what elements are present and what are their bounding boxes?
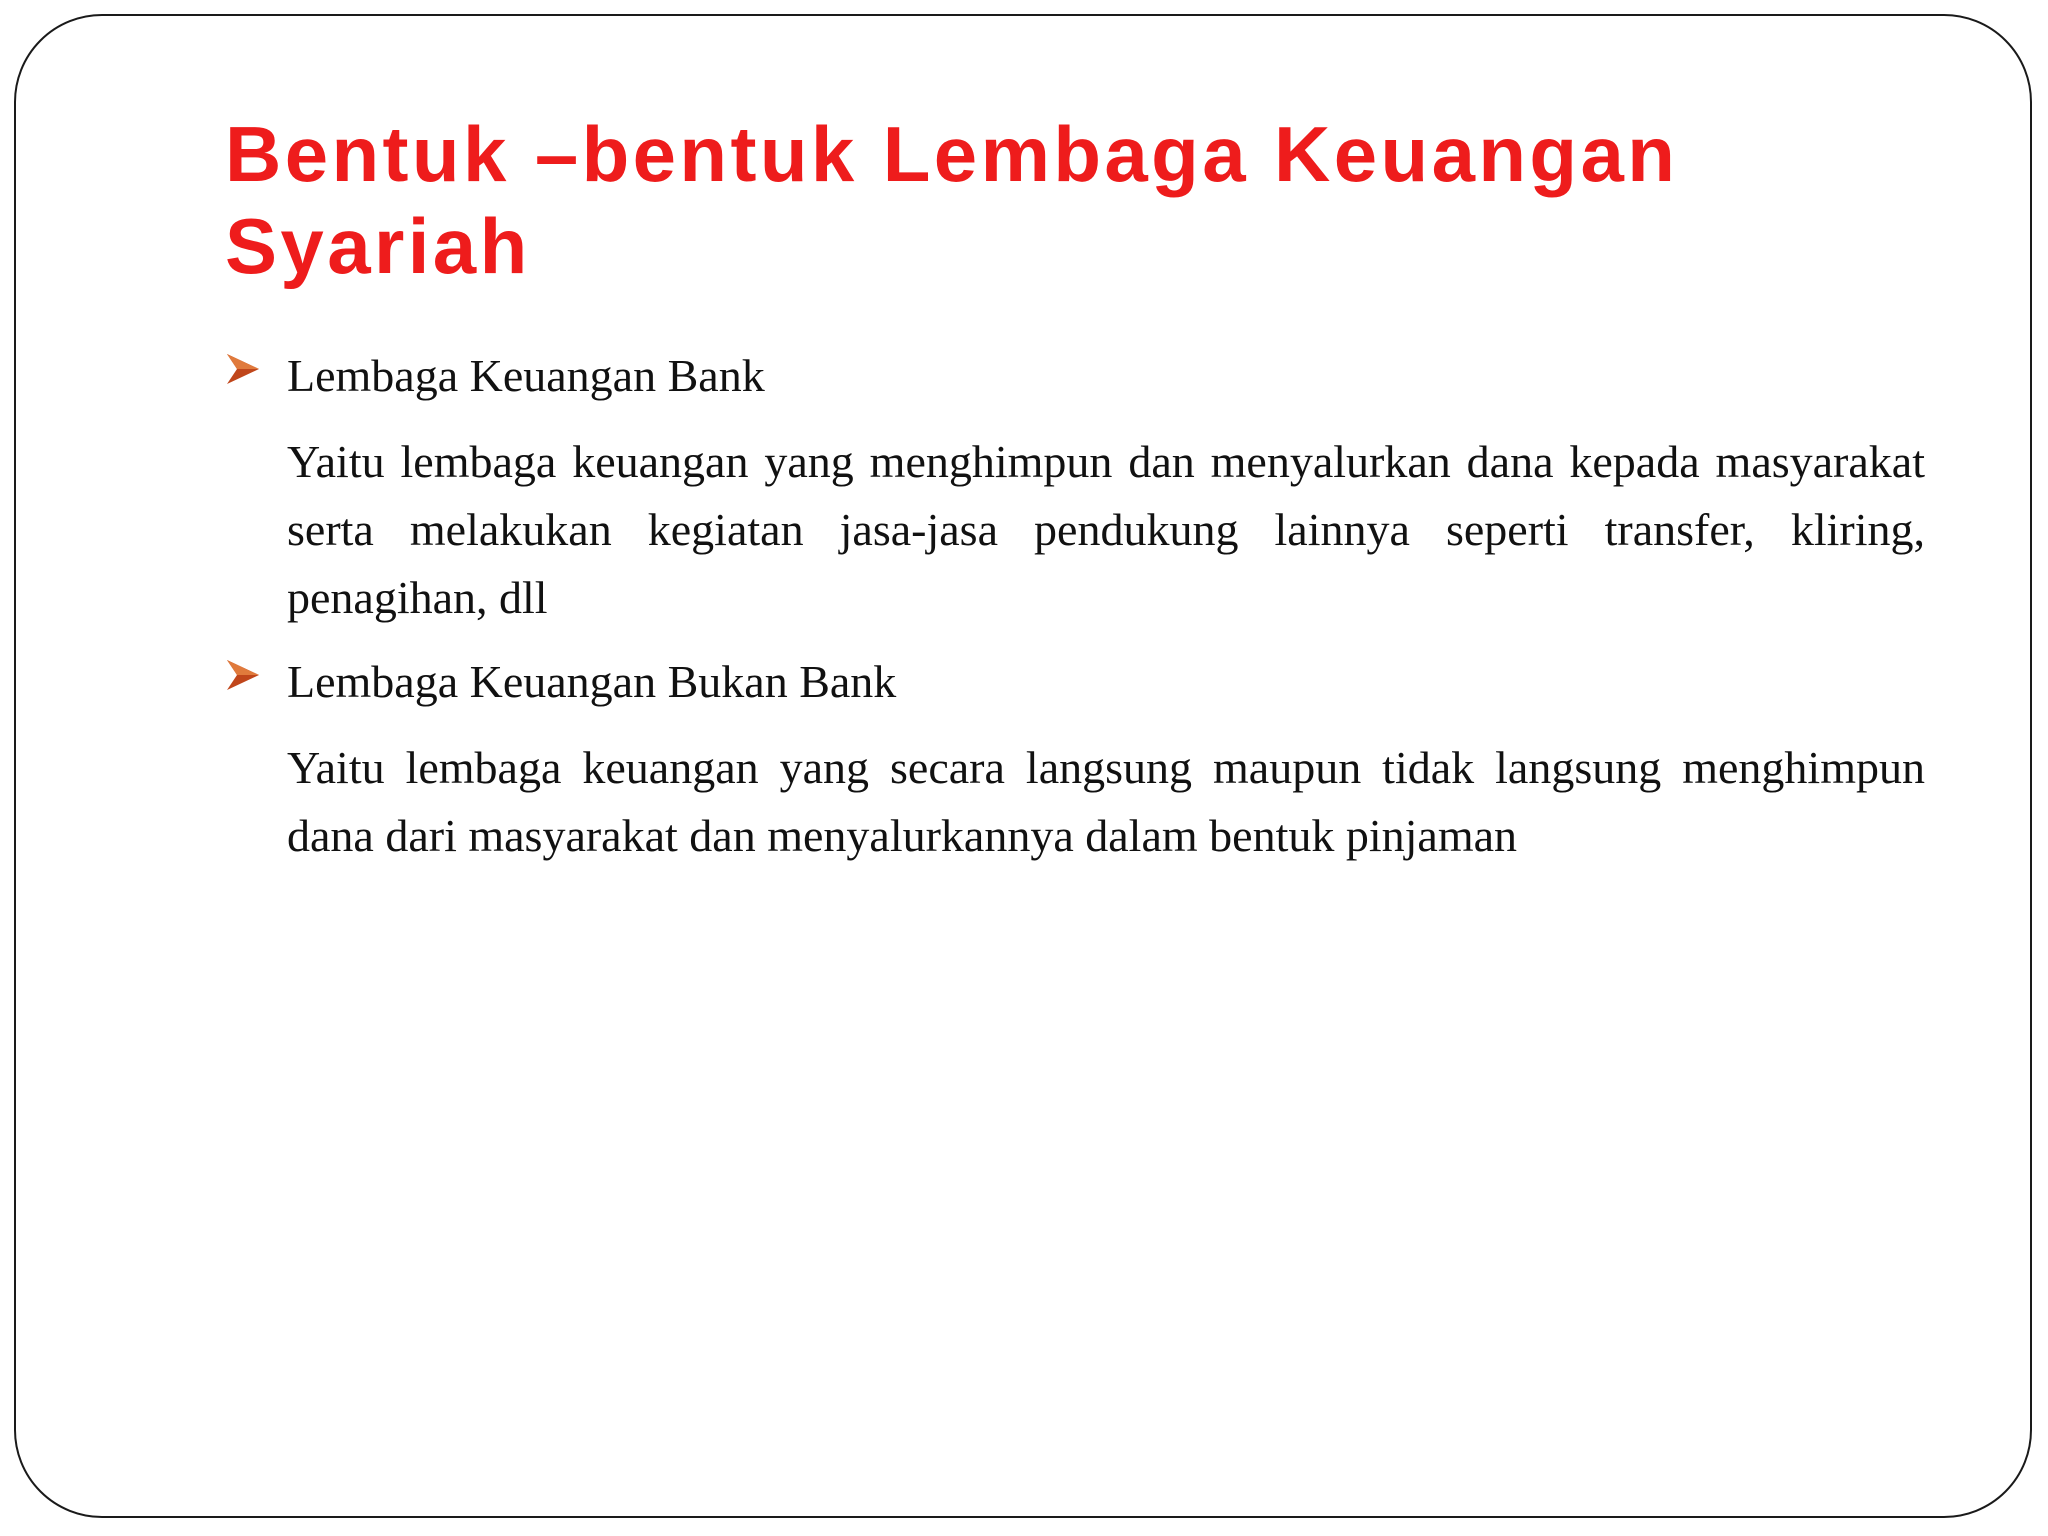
bullet-heading: Lembaga Keuangan Bank	[287, 350, 765, 401]
arrow-bullet-icon	[225, 658, 261, 692]
arrow-bullet-icon	[225, 352, 261, 386]
bullet-description: Yaitu lembaga keuangan yang secara langsung maupun tidak langsung menghimpun dana dari masyarakat dan menyalurkannya dalam bentuk pinjaman	[287, 742, 1925, 861]
bullet-description: Yaitu lembaga keuangan yang menghimpun dan menyalurkan dana kepada masyarakat serta melakukan kegiatan jasa-jasa pendukung lainnya seperti transfer, kliring, penagihan, dll	[287, 436, 1925, 623]
bullet-item-bank	[225, 342, 1925, 410]
bullet-item-non-bank	[225, 648, 1925, 716]
slide-content	[225, 342, 1925, 870]
slide-title: Bentuk –bentuk Lembaga Keuangan Syariah	[225, 110, 1679, 290]
bullet-heading: Lembaga Keuangan Bukan Bank	[287, 656, 897, 707]
